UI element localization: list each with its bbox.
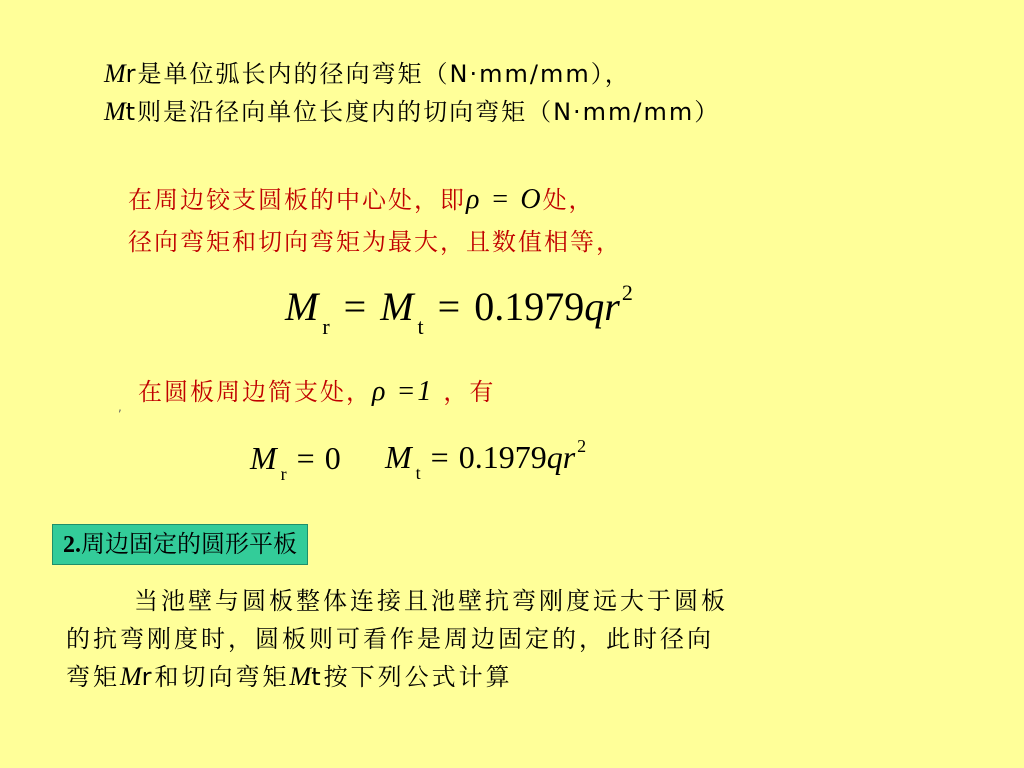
definition-mr [104, 58, 631, 90]
symbol-m: M [104, 97, 126, 126]
symbol-m: M [289, 662, 312, 691]
formula-m: M [385, 439, 412, 475]
formula-max-moment [285, 280, 633, 340]
paragraph-text-a: 弯矩 [66, 663, 120, 691]
rho-equals-zero [466, 184, 543, 215]
equals-sign: = [430, 439, 449, 475]
center-text-a: 在周边铰支圆板的中心处，即 [128, 186, 466, 214]
formula-coefficient: 0.1979 [474, 284, 585, 329]
formula-m: M [380, 284, 414, 329]
center-statement-line1 [128, 184, 595, 216]
symbol-sub-r: r [141, 663, 155, 691]
edge-statement [138, 376, 495, 408]
equals-sign: = [343, 284, 367, 329]
equals-sign: = [437, 284, 461, 329]
rho-expression: ρ =1 [372, 376, 434, 407]
formula-sub-t: t [415, 463, 421, 483]
stray-mark: , [118, 400, 122, 414]
center-text-line2: 径向弯矩和切向弯矩为最大，且数值相等， [128, 228, 622, 256]
symbol-sub-r: r [125, 60, 138, 88]
paragraph-text-b: 和切向弯矩 [154, 663, 290, 691]
section-number: 2. [63, 532, 81, 558]
symbol-m: M [120, 662, 142, 691]
rho-expression: ρ = O [466, 184, 543, 215]
formula-exponent: 2 [577, 436, 587, 456]
formula-sub-r: r [280, 464, 287, 484]
formula-m: M [285, 284, 319, 329]
edge-prefix: 在圆板周边简支处， [138, 378, 372, 406]
paragraph-line3 [66, 658, 513, 696]
definition-mt-text: 则是沿径向单位长度内的切向弯矩（N·mm/mm） [137, 98, 721, 126]
center-text-b: 处， [542, 186, 595, 214]
equals-sign: = [296, 440, 315, 476]
paragraph-line1: 当池壁与圆板整体连接且池壁抗弯刚度远大于圆板 [134, 587, 728, 615]
formula-sub-t: t [417, 314, 424, 339]
rho-equals-one [372, 376, 433, 407]
section-title: 周边固定的圆形平板 [81, 530, 297, 558]
symbol-sub-t: t [311, 663, 324, 691]
formula-qr: qr [546, 439, 576, 475]
section-heading [52, 524, 308, 565]
formula-m: M [250, 440, 277, 476]
paragraph-line2: 的抗弯刚度时，圆板则可看作是周边固定的，此时径向 [66, 625, 714, 653]
formula-sub-r: r [322, 314, 330, 339]
formula-edge-mt [385, 436, 586, 484]
edge-suffix: ，有 [443, 378, 496, 406]
symbol-m: M [104, 59, 126, 88]
formula-coefficient: 0.1979 [458, 439, 547, 475]
formula-qr: qr [584, 284, 620, 329]
center-statement-line2 [128, 226, 622, 258]
formula-exponent: 2 [621, 280, 633, 305]
formula-zero: 0 [324, 440, 341, 476]
symbol-sub-t: t [125, 98, 138, 126]
paragraph-text-c: 按下列公式计算 [323, 663, 513, 691]
formula-edge-mr [250, 440, 341, 485]
definition-mt [104, 96, 720, 128]
definition-mr-text: 是单位弧长内的径向弯矩（N·mm/mm）， [137, 60, 631, 88]
